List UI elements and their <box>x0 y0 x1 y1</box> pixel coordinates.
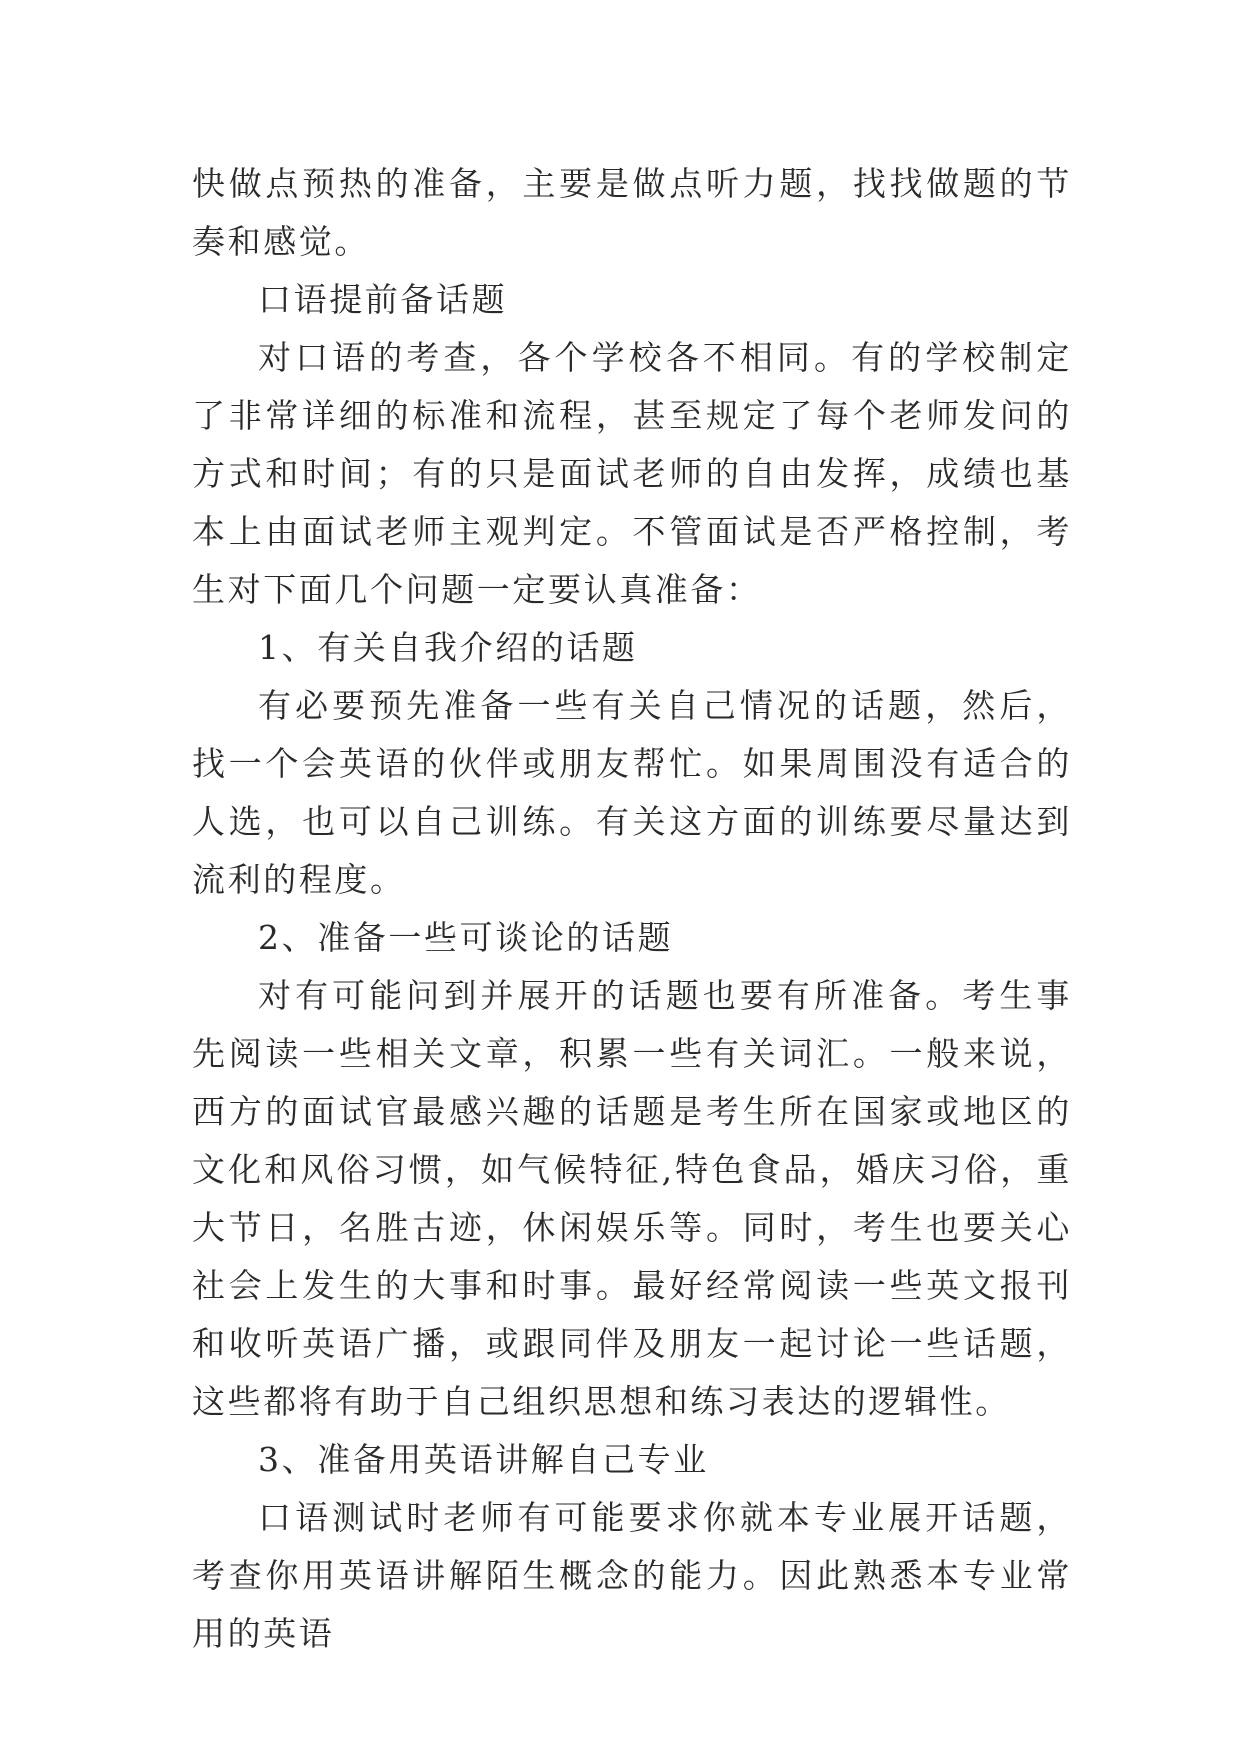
paragraph-oral-exam-intro: 对口语的考查，各个学校各不相同。有的学校制定了非常详细的标准和流程，甚至规定了每个老师发问的方式和时间；有的只是面试老师的自由发挥，成绩也基本上由面试老师主观判定。不管面试是否严格控制，考生对下面几个问题一定要认真准备： <box>192 338 1072 609</box>
paragraph-continuation: 快做点预热的准备，主要是做点听力题，找找做题的节奏和感觉。 <box>192 164 1072 261</box>
section-heading-oral-topics: 口语提前备话题 <box>258 280 508 319</box>
subheading-self-introduction: 1、有关自我介绍的话题 <box>258 628 638 667</box>
paragraph-discussion-topics: 对有可能问到并展开的话题也要有所准备。考生事先阅读一些相关文章，积累一些有关词汇。一般来说，西方的面试官最感兴趣的话题是考生所在国家或地区的文化和风俗习惯，如气候特征,特色食品，婚庆习俗，重大节日，名胜古迹，休闲娱乐等。同时，考生也要关心社会上发生的大事和时事。最好经常阅读一些英文报刊和收听英语广播，或跟同伴及朋友一起讨论一些话题，这些都将有助于自己组织思想和练习表达的逻辑性。 <box>192 976 1072 1421</box>
subheading-discussion-topics: 2、准备一些可谈论的话题 <box>258 918 674 957</box>
body-text <box>192 155 1072 1663</box>
subheading-explain-major: 3、准备用英语讲解自己专业 <box>258 1440 709 1479</box>
paragraph-explain-major: 口语测试时老师有可能要求你就本专业展开话题，考查你用英语讲解陌生概念的能力。因此熟悉本专业常用的英语 <box>192 1498 1072 1653</box>
paragraph-self-introduction: 有必要预先准备一些有关自己情况的话题，然后，找一个会英语的伙伴或朋友帮忙。如果周围没有适合的人选，也可以自己训练。有关这方面的训练要尽量达到流利的程度。 <box>192 686 1072 899</box>
